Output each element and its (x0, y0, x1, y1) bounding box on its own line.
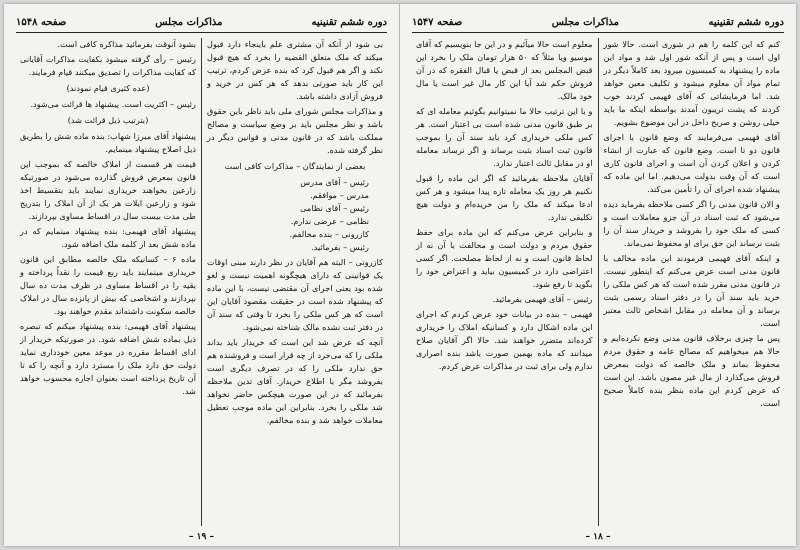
right-page (400, 4, 796, 546)
column-divider (201, 38, 202, 526)
paragraph: آقایان ملاحظه بفرمائید که اگر این ماده را قبول نکنیم هر روز یک معامله تازه پیدا میشود و هر کس ادعا میکند که ملک را من خریده‌ام و دولت هیچ تکلیفی ندارد. (416, 173, 593, 222)
paragraph: بعضی از نمایندگان – مذاکرات کافی است (224, 161, 366, 171)
paragraph: و مذاکرات مجلس شورای ملی باید ناظر باین حقوق باشد و نظر مجلس باید بر وضع سیاست و مصالح مملکت باشد که در قانون مدنی و قوانین دیگر در نظر گرفته شده. (207, 106, 383, 155)
paragraph: رئیس – اکثریت است. پیشنهاد ها قرائت می‌شود. (30, 99, 196, 109)
left-page-col-left (16, 38, 200, 526)
paragraph: پیشنهاد آقای فهیمی: بنده پیشنهاد مینمایم که در ماده شش بعد از کلمه ملک اضافه شود. (20, 226, 196, 249)
paragraph: (بترتیب ذیل قرائت شد) (67, 115, 149, 125)
speaker-list (207, 176, 383, 254)
right-title: مذاکرات مجلس (551, 16, 620, 28)
paragraph: بشود آنوقت بفرمائید مذاکره کافی است. (57, 39, 196, 49)
paragraph: کازرونی – البته هم آقایان در نظر دارند مبنی اوقات یک قوانینی که دارای هیچگونه اهمیت نیست و لغو شده بود یعنی اجرای آن مقتضی نیست، با این ماده که پیشنهاد شده است در حقیقت مقصود آقایان این است که هر کس ملکی را بخرد تا وقتی که سند آن در دفتر ثبت نشده مالک شناخته نمی‌شود. (207, 257, 383, 332)
list-item: رئیس – آقای نظامی (300, 203, 369, 213)
left-page-col-right (203, 38, 387, 526)
right-session-label: دوره ششم تقنینیه (708, 16, 784, 28)
left-page-header (16, 12, 387, 33)
document-spread (4, 4, 796, 546)
left-page-footer: – ۱۹ – (189, 532, 214, 542)
left-title: مذاکرات مجلس (155, 16, 223, 28)
paragraph: پیشنهاد آقای میرزا شهاب: بنده ماده شش را بطریق ذیل اصلاح پیشنهاد مینمایم. (20, 131, 196, 154)
list-item: نظامی – عرضی ندارم. (290, 216, 369, 226)
list-item: رئیس – آقای مدرس (300, 177, 369, 187)
paragraph: و با این ترتیب حالا ما نمیتوانیم بگوئیم معامله ای که بر طبق قانون مدنی شده است بی اعتبار است. هر کس ملکی خریداری کرد باید سند آن را بموجب قانون ثبت اسناد بثبت برساند و اگر نرساند معامله او در مقابل ثالث اعتبار ندارد. (416, 106, 593, 168)
paragraph: فهیمی – بنده در بیانات خود عرض کردم که اجرای این ماده اشکال دارد و کسانیکه املاک را خریداری کرده‌اند متضرر خواهند شد. حالا اگر آقایان صلاح میدانند که ماده بهمین صورت باشد بنده اصراری ندارم ولی برای ثبت در مذاکرات عرض کردم. (416, 309, 593, 371)
left-page (4, 4, 400, 546)
right-page-number: صفحه ۱۵۴۷ (412, 16, 463, 28)
column-divider (598, 38, 599, 526)
list-item: مدرس – موافقم. (310, 190, 369, 200)
paragraph: و بنابراین عرض می‌کنم که این ماده برای حفظ حقوق مردم و دولت است و مخالفت با آن نه از لحاظ قانون است و نه از لحاظ مصلحت. اگر کسی اعتراضی دارد در کمیسیون بیاید و اعتراض خود را بگوید تا رفع شود. (416, 227, 593, 289)
paragraph: بی شود از آنکه آن مشتری علم باینجاء دارد قبول میکند که ملک متعلق القضیه را بخرد که هیچ قبول نکند و اگر هم قبول کرد که بنده عرض کردم، ترتیب این کار باید صورتی بدهد که هر کس در خرید و فروش آزادی داشته باشد. (207, 39, 383, 101)
paragraph: قیمت هر قسمت از املاک خالصه که بموجب این قانون بمعرض فروش گذارده می‌شود در صورتیکه زارعین بخواهند خریداری نمایند باید بتقسیط اخذ شود و زارعین ایلات هر یک از آن املاک را بتدریج طی مدت بیست سال در اقساط مساوی بپردازند. (20, 159, 196, 221)
paragraph: پیشنهاد آقای فهیمی: بنده پیشنهاد میکنم که تبصره ذیل بماده شش اضافه شود. در صورتیکه خریدار از ادای اقساط مقرره در موعد معین خودداری نماید دولت حق دارد ملک را مسترد دارد و آنچه را که تا آن تاریخ پرداخته است بعنوان اجاره محسوب خواهد شد. (20, 321, 196, 396)
paragraph: رئیس – رأی گرفته میشود بکفایت مذاکرات آقایانی که کفایت مذاکرات را تصدیق میکنند قیام فرمایند. (20, 54, 196, 77)
list-item: رئیس – بفرمائید. (311, 242, 369, 252)
paragraph: آنچه که عرض شد این است که خریدار باید بداند ملکی را که می‌خرد از چه قرار است و فروشنده هم حق ندارد ملکی را که در تصرف دیگری است بفروشد مگر با اطلاع خریدار. آقای تدین ملاحظه بفرمائید که در این صورت هیچکس حاضر نخواهد شد ملکی را بخرد. بنابراین این ماده موجب تعطیل معاملات خواهد شد و بنده مخالفم. (207, 337, 383, 425)
paragraph: و الان قانون مدنی را اگر کسی ملاحظه بفرماید دیده می‌شود که ثبت اسناد در آن جزو معاملات است و کسی که ملک خود را بفروشد و خریدار سند آن را بثبت نرساند این حق برای او محفوظ نمی‌ماند. (603, 199, 780, 248)
paragraph: آقای فهیمی می‌فرمایند که وضع قانون با اجرای قانون دو تا است. وضع قانون که عبارت از انشاء کردن و اعلان کردن آن است و اجرای قانون کاری است که آن وقت بدولت می‌دهیم. اما این ماده که پیشنهاد شده اجرای آن را تأمین می‌کند. (603, 132, 780, 194)
right-page-columns (412, 38, 784, 526)
left-page-columns (16, 38, 387, 526)
paragraph: رئیس – آقای فهیمی بفرمائید. (492, 294, 593, 304)
paragraph: (عده کثیری قیام نمودند) (66, 83, 150, 93)
paragraph: و اینکه آقای فهیمی فرمودند این ماده مخالف با قانون مدنی است عرض می‌کنم که اینطور نیست. در قانون مدنی مقرر شده است که هر کس ملکی را خرید باید سند آن را در دفتر اسناد رسمی بثبت برساند و آن معامله در مقابل اشخاص ثالث معتبر است. (603, 253, 780, 328)
right-page-col-right (600, 38, 785, 526)
paragraph: کنم که این کلمه را هم در شوری است. حالا شور اول است و پس از آنکه شور اول شد و مواد این ماده را پیشنهاد به کمیسیون میرود بعد کاملاً دیگر در تمام مواد آن معلوم میشود و تکلیف معین خواهد شد. اما فرمایشاتی که آقای فهیمی کردند خوب کردند که پشت تریبون آمدند بواسطه اینکه ما باید خیلی روشن و صریح داخل در این موضوع بشویم. (603, 39, 780, 127)
paragraph: پس ما چیزی برخلاف قانون مدنی وضع نکرده‌ایم و حالا هم میخواهیم که مصالح عامه و حقوق مردم محفوظ بماند و ملک خالصه که دولت بمعرض فروش می‌گذارد از مال غیر مصون باشد. این است که عرض کردم این ماده بنظر بنده کاملاً صحیح است. (603, 333, 780, 408)
right-page-header (412, 12, 784, 33)
list-item: کازرونی – بنده مخالفم. (289, 229, 369, 239)
left-page-number: صفحه ۱۵۴۸ (16, 16, 67, 28)
paragraph: معلوم است حالا میآئیم و در این جا بنویسیم که آقای موسیو ویا مثلاً که ۵۰ هزار تومان ملک را بخرد این قبض المجلس بعد از قبض یا قبال الفقره که در آن فروش حکم شد آیا این کار مال غیر است یا مال خود مالک. (416, 39, 593, 101)
right-page-footer: – ۱۸ – (585, 532, 611, 542)
left-session-label: دوره ششم تقنینیه (311, 16, 387, 28)
right-page-col-left (412, 38, 597, 526)
paragraph: ماده ۶ – کسانیکه ملک خالصه مطابق این قانون خریداری مینمایند باید ربع قیمت را نقداً پرداخته و بقیه را در اقساط مساوی در ظرف مدت ده سال بپردازند و اشخاصی که بیش از پانزده سال در املاک خالصه سکونت داشته‌اند مقدم خواهند بود. (20, 254, 196, 316)
